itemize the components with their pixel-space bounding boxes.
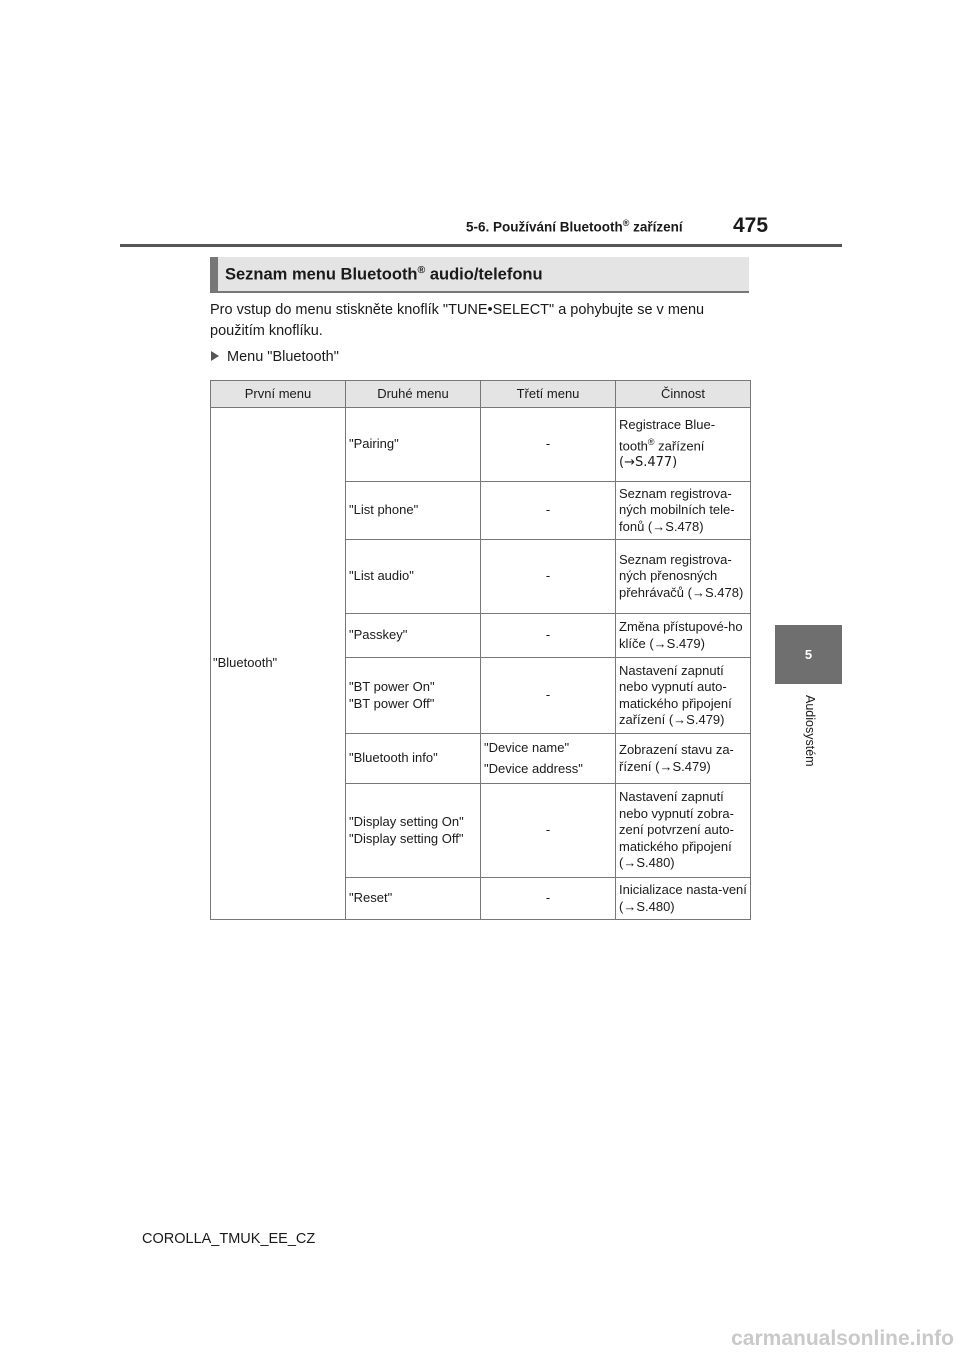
action-text: zařízení (654, 437, 705, 453)
heading-registered-mark: ® (417, 264, 426, 276)
action-cell: Inicializace nasta-vení (→S.480) (616, 878, 751, 920)
third-menu-cell: - (481, 878, 616, 920)
second-menu-text: "BT power On" (349, 679, 435, 694)
site-watermark: carmanualsonline.info (731, 1327, 954, 1350)
third-menu-cell: - (481, 408, 616, 482)
action-text: Registrace Blue- (619, 417, 716, 433)
menu-bullet (211, 349, 339, 365)
second-menu-text: "Display setting Off" (349, 830, 464, 846)
third-menu-text: "Device name" (484, 739, 570, 755)
chapter-tab: 5 (775, 625, 842, 684)
heading-accent-bar (210, 257, 218, 291)
table-header-row (211, 381, 751, 408)
second-menu-cell: "Pairing" (346, 408, 481, 482)
second-menu-cell (346, 784, 481, 878)
action-cell: Změna přístupové-ho klíče (→S.479) (616, 614, 751, 658)
col-header-action: Činnost (616, 381, 751, 408)
second-menu-cell: "List phone" (346, 482, 481, 540)
document-footer: COROLLA_TMUK_EE_CZ (142, 1231, 316, 1247)
first-menu-cell: "Bluetooth" (211, 408, 346, 920)
section-heading-title (225, 264, 543, 285)
third-menu-cell: - (481, 482, 616, 540)
section-heading (210, 257, 749, 293)
third-menu-cell: - (481, 784, 616, 878)
triangle-bullet-icon (211, 351, 219, 361)
running-header-title (466, 218, 683, 235)
action-cell: Nastavení zapnutí nebo vypnutí zobra-zení potvrzení auto-matického připojení (→S.480) (616, 784, 751, 878)
col-header-third: Třetí menu (481, 381, 616, 408)
second-menu-cell: "Passkey" (346, 614, 481, 658)
second-menu-cell: "Reset" (346, 878, 481, 920)
second-menu-cell: "List audio" (346, 540, 481, 614)
col-header-first: První menu (211, 381, 346, 408)
third-menu-text: "Device address" (484, 761, 583, 776)
action-cell: Seznam registrova-ných mobilních tele-fonů (→S.478) (616, 482, 751, 540)
page-number: 475 (733, 214, 769, 237)
header-registered-mark: ® (622, 218, 630, 228)
action-text: tooth (619, 437, 648, 453)
third-menu-cell: - (481, 658, 616, 734)
intro-paragraph: Pro vstup do menu stiskněte knoflík "TUNE•SELECT" a pohybujte se v menu použitím knoflíku. (210, 302, 705, 339)
action-cell: Seznam registrova-ných přenosných přehrávačů (→S.478) (616, 540, 751, 614)
chapter-label: Audiosystém (803, 695, 817, 767)
bluetooth-menu-table (210, 380, 751, 920)
second-menu-text: "Display setting On" (349, 814, 464, 829)
header-section-suffix: zařízení (629, 219, 683, 235)
action-cell: Zobrazení stavu za-řízení (→S.479) (616, 734, 751, 784)
second-menu-cell: "Bluetooth info" (346, 734, 481, 784)
third-menu-cell: - (481, 540, 616, 614)
action-cell (616, 408, 751, 482)
heading-text: Seznam menu Bluetooth (225, 265, 418, 284)
heading-suffix: audio/telefonu (425, 265, 543, 284)
header-rule (120, 244, 842, 247)
action-page-ref: (→S.477) (619, 455, 678, 471)
action-cell: Nastavení zapnutí nebo vypnutí auto-matického připojení zařízení (→S.479) (616, 658, 751, 734)
third-menu-cell: - (481, 614, 616, 658)
action-registered-mark: ® (647, 436, 655, 447)
header-section-text: 5-6. Používání Bluetooth (466, 219, 623, 235)
second-menu-cell (346, 658, 481, 734)
col-header-second: Druhé menu (346, 381, 481, 408)
second-menu-text: "BT power Off" (349, 695, 435, 711)
table-row (211, 408, 751, 482)
third-menu-cell (481, 734, 616, 784)
bullet-text: Menu "Bluetooth" (227, 349, 339, 365)
